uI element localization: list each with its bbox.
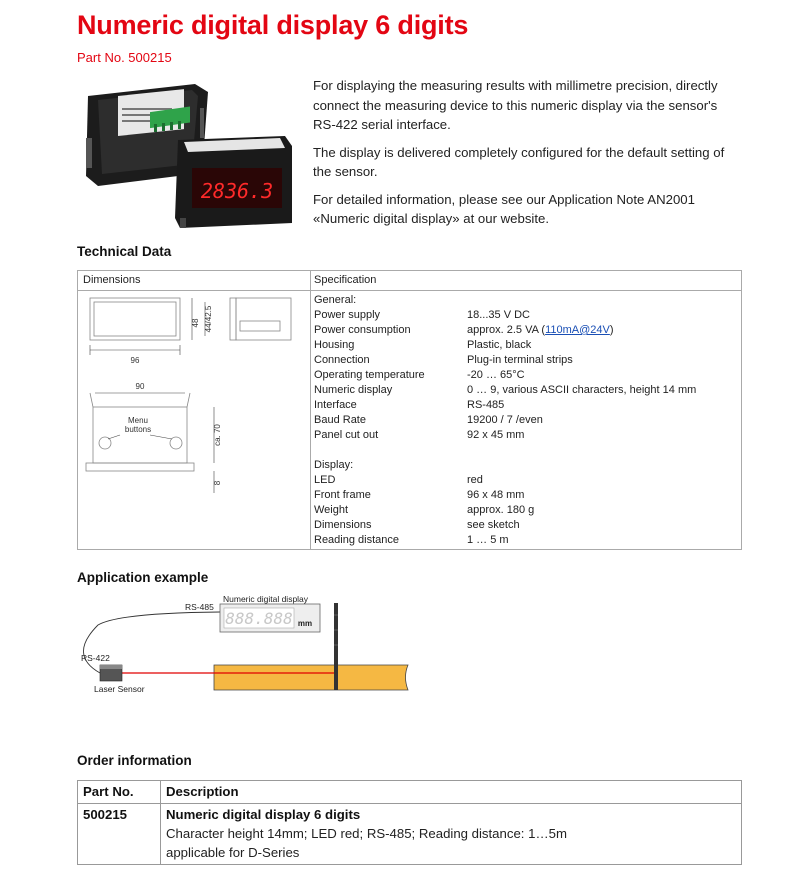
spec-key: Weight [314, 504, 349, 516]
rs422-label: RS-422 [81, 653, 110, 663]
spec-row [314, 308, 734, 323]
laser-sensor-label: Laser Sensor [94, 684, 145, 694]
application-example-heading: Application example [77, 570, 209, 585]
order-product-name: Numeric digital display 6 digits [166, 807, 361, 822]
spec-value: approx. 180 g [467, 504, 535, 516]
spec-link[interactable]: 110mA@24V [545, 324, 610, 336]
app-display-unit: mm [297, 619, 313, 628]
order-table [77, 780, 742, 865]
spec-key: Connection [314, 354, 370, 366]
spec-key: Power consumption [314, 324, 411, 336]
spec-value: approx. 2.5 VA (110mA@24V) [467, 324, 614, 336]
application-diagram [78, 595, 413, 705]
page-title: Numeric digital display 6 digits [77, 10, 469, 40]
spec-row [314, 428, 734, 443]
spec-key: Baud Rate [314, 414, 366, 426]
product-photo [80, 78, 295, 230]
technical-data-table [77, 270, 742, 550]
dim-48: 48 [191, 318, 200, 328]
spec-value: 18...35 V DC [467, 309, 530, 321]
order-description-line1: Character height 14mm; LED red; RS-485; Reading distance: 1…5m [166, 826, 567, 841]
spec-value: Plug-in terminal strips [467, 354, 573, 366]
intro-paragraph-3: For detailed information, please see our Application Note AN2001 «Numeric digital display» at our website. [313, 191, 695, 226]
spec-key: Front frame [314, 489, 371, 501]
spec-row [314, 398, 734, 413]
display-reading: 2836.3 [200, 179, 274, 203]
order-part-number: 500215 [83, 807, 128, 822]
spec-row [314, 488, 734, 503]
spec-key: Interface [314, 399, 357, 411]
app-display-digits: 888.888 [225, 609, 293, 628]
spec-key: Dimensions [314, 519, 372, 531]
spec-value: 0 … 9, various ASCII characters, height 14 mm [467, 384, 697, 396]
dim-96: 96 [130, 356, 140, 365]
dim-44: 44/42.5 [204, 305, 213, 333]
part-no-header: Part No. [83, 784, 134, 799]
part-number: Part No. 500215 [77, 50, 172, 65]
rs485-label: RS-485 [185, 602, 214, 612]
spec-row [314, 353, 734, 368]
technical-data-heading: Technical Data [77, 244, 172, 259]
app-display-label: Numeric digital display [223, 595, 309, 604]
dimensions-header: Dimensions [83, 274, 141, 286]
spec-value: Plastic, black [467, 339, 532, 351]
spec-value: red [467, 474, 483, 486]
intro-text [313, 76, 738, 237]
spec-row [314, 383, 734, 398]
spec-row [314, 503, 734, 518]
order-description-line2: applicable for D-Series [166, 845, 300, 860]
dim-90: 90 [135, 382, 145, 391]
spec-row [314, 518, 734, 533]
spec-row [314, 473, 734, 488]
description-header: Description [166, 784, 239, 799]
spec-value: 19200 / 7 /even [467, 414, 543, 426]
spec-key: LED [314, 474, 336, 486]
spec-key: Operating temperature [314, 369, 425, 381]
spec-key: Power supply [314, 309, 381, 321]
spec-row [314, 323, 734, 338]
spec-key: Housing [314, 339, 355, 351]
buttons-label: buttons [124, 425, 152, 434]
general-label: General: [314, 294, 357, 306]
table-header [78, 271, 741, 291]
spec-value: 1 … 5 m [467, 534, 509, 546]
intro-paragraph-2: The display is delivered completely configured for the default setting of the sensor. [313, 144, 725, 179]
spec-key: Panel cut out [314, 429, 379, 441]
spec-value: RS-485 [467, 399, 505, 411]
order-information-heading: Order information [77, 753, 192, 768]
dimension-sketch [80, 293, 306, 545]
spec-value: see sketch [467, 519, 520, 531]
spec-row [314, 368, 734, 383]
spec-value: -20 … 65°C [467, 369, 525, 381]
spec-key: Reading distance [314, 534, 400, 546]
display-label: Display: [314, 459, 354, 471]
intro-paragraph-1: For displaying the measuring results with millimetre precision, directly connect the measuring device to this numeric display via the sensor's RS-422 serial interface. [313, 78, 718, 132]
menu-label: Menu [127, 416, 149, 425]
specification-list [314, 293, 734, 548]
dim-8: 8 [213, 480, 222, 486]
spec-row [314, 338, 734, 353]
spec-row [314, 413, 734, 428]
specification-header: Specification [314, 274, 377, 286]
spec-value: 92 x 45 mm [467, 429, 525, 441]
spec-key: Numeric display [314, 384, 393, 396]
spec-row [314, 533, 734, 548]
dim-ca70: ca. 70 [213, 424, 222, 446]
spec-value: 96 x 48 mm [467, 489, 525, 501]
